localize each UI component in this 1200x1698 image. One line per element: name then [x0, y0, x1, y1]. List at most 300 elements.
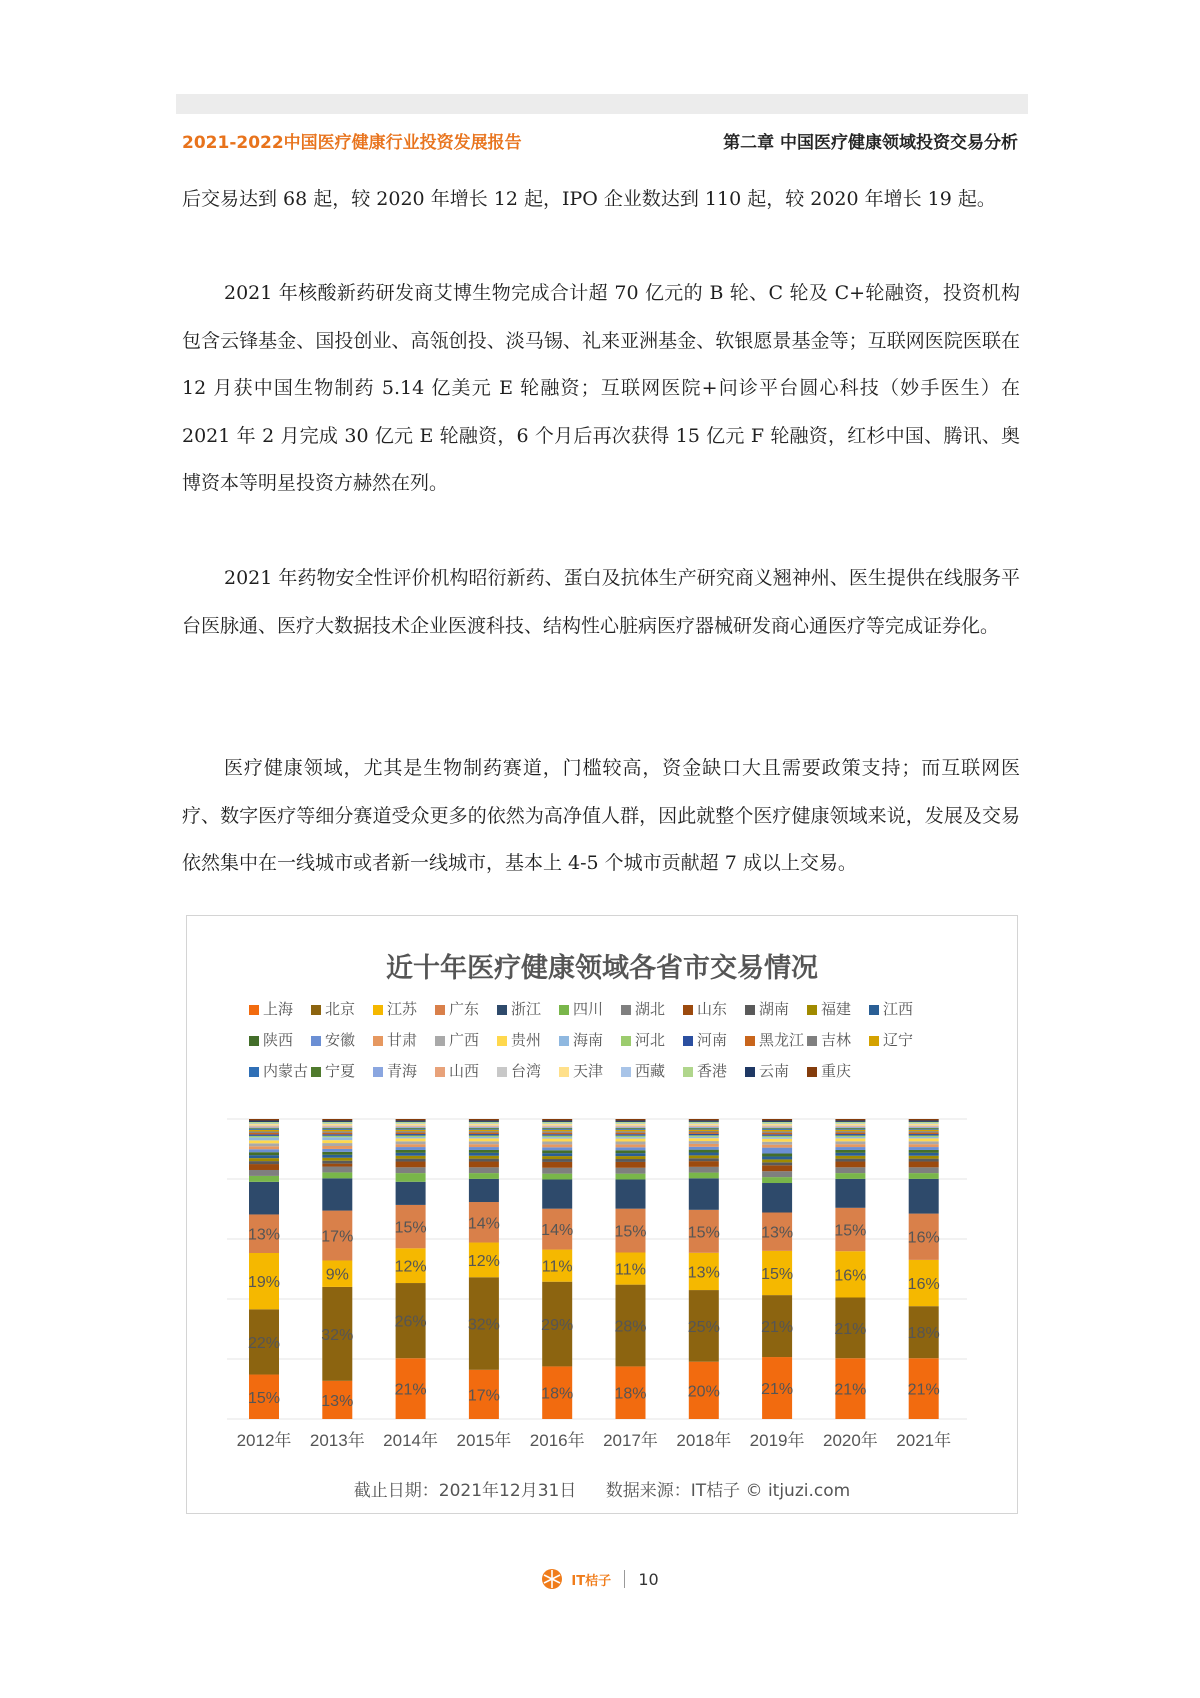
data-label: 14% — [541, 1222, 574, 1240]
bar-segment — [909, 1120, 939, 1121]
bar-segment — [322, 1172, 352, 1178]
data-label: 9% — [325, 1266, 349, 1284]
legend-label: 宁夏 — [325, 1062, 356, 1080]
bar-segment — [396, 1147, 426, 1150]
bar-segment — [909, 1153, 939, 1156]
bar-segment — [689, 1129, 719, 1130]
chart-date-note: 截止日期：2021年12月31日 — [353, 1481, 577, 1501]
bar-segment — [469, 1129, 499, 1130]
bar-segment — [762, 1134, 792, 1135]
bar-segment — [322, 1120, 352, 1121]
bar-segment — [396, 1122, 426, 1123]
bar-segment — [249, 1137, 279, 1140]
bar-segment — [835, 1162, 865, 1168]
bar-segment — [689, 1150, 719, 1153]
bar-segment — [835, 1144, 865, 1147]
legend-label: 江苏 — [387, 1000, 418, 1018]
bar-segment — [616, 1124, 646, 1125]
bar-segment — [396, 1124, 426, 1125]
bar-segment — [249, 1134, 279, 1135]
bar-segment — [542, 1137, 572, 1138]
bar-segment — [835, 1135, 865, 1136]
bar-segment — [322, 1127, 352, 1128]
itjuzi-logo-icon — [541, 1568, 563, 1590]
chart-container — [186, 915, 1018, 1514]
bar-segment — [469, 1167, 499, 1173]
bar-segment — [835, 1141, 865, 1144]
bar-segment — [249, 1146, 279, 1149]
bar-segment — [689, 1120, 719, 1121]
bar-segment — [689, 1173, 719, 1179]
bar-segment — [835, 1156, 865, 1159]
footer-divider — [624, 1570, 625, 1588]
bar-segment — [909, 1156, 939, 1159]
bar-segment — [835, 1147, 865, 1150]
bar-segment — [835, 1134, 865, 1135]
data-label: 15% — [761, 1265, 794, 1283]
bar-segment — [396, 1129, 426, 1130]
bar-segment — [835, 1153, 865, 1156]
bar-segment — [249, 1123, 279, 1124]
bar-segment — [909, 1138, 939, 1141]
bar-segment — [249, 1140, 279, 1143]
bar-segment — [762, 1130, 792, 1131]
bar-segment — [469, 1159, 499, 1162]
bar-segment — [689, 1141, 719, 1144]
paragraph-1: 后交易达到 68 起，较 2020 年增长 12 起，IPO 企业数达到 110 起，较 2020 年增长 19 起。 — [182, 188, 996, 210]
data-label: 19% — [247, 1274, 281, 1292]
bar-segment — [689, 1131, 719, 1132]
legend-label: 云南 — [759, 1062, 790, 1080]
bar-segment — [909, 1128, 939, 1129]
bar-segment — [616, 1127, 646, 1128]
report-title: 2021-2022中国医疗健康行业投资发展报告 — [182, 133, 522, 153]
legend-label: 四川 — [573, 1000, 604, 1018]
bar-segment — [469, 1173, 499, 1179]
bar-segment — [396, 1141, 426, 1144]
bar-segment — [542, 1144, 572, 1147]
bar-segment — [909, 1122, 939, 1123]
bar-segment — [542, 1128, 572, 1129]
data-label: 29% — [541, 1317, 574, 1335]
bar-segment — [322, 1133, 352, 1134]
bar-segment — [249, 1130, 279, 1131]
bar-segment — [249, 1136, 279, 1137]
bar-segment — [542, 1120, 572, 1121]
bar-segment — [396, 1128, 426, 1129]
bar-segment — [689, 1130, 719, 1131]
bar-segment — [689, 1124, 719, 1125]
header-bar — [176, 94, 1028, 114]
data-label: 12% — [467, 1252, 500, 1270]
bar-segment — [909, 1130, 939, 1131]
legend-label: 山西 — [449, 1062, 480, 1080]
data-label: 12% — [394, 1258, 427, 1276]
bar-segment — [909, 1141, 939, 1144]
x-tick-label: 2014年 — [383, 1431, 439, 1450]
page-number: 10 — [638, 1569, 659, 1589]
legend-label: 西藏 — [635, 1062, 666, 1080]
bar-segment — [322, 1167, 352, 1173]
bar-segment — [542, 1162, 572, 1168]
bar-segment — [835, 1119, 865, 1120]
bar-segment — [909, 1124, 939, 1125]
bar-segment — [616, 1174, 646, 1180]
bar-segment — [762, 1133, 792, 1134]
legend-label: 贵州 — [511, 1031, 542, 1049]
x-tick-label: 2021年 — [896, 1431, 952, 1450]
data-label: 17% — [467, 1387, 500, 1405]
x-tick-label: 2020年 — [822, 1431, 878, 1450]
data-label: 15% — [247, 1389, 281, 1407]
bar-segment — [835, 1130, 865, 1131]
bar-segment — [689, 1161, 719, 1167]
bar-segment — [469, 1153, 499, 1156]
bar-segment — [689, 1135, 719, 1136]
bar-segment — [469, 1128, 499, 1129]
bar-segment — [469, 1123, 499, 1124]
bar-segment — [835, 1128, 865, 1129]
bar-segment — [616, 1134, 646, 1135]
bar-segment — [762, 1119, 792, 1120]
bar-segment — [542, 1124, 572, 1125]
bar-segment — [762, 1162, 792, 1165]
data-label: 15% — [834, 1222, 867, 1240]
bar-segment — [762, 1137, 792, 1138]
bar-segment — [909, 1144, 939, 1147]
bar-segment — [322, 1134, 352, 1135]
bar-segment — [322, 1124, 352, 1125]
bar-segment — [469, 1127, 499, 1128]
bar-segment — [469, 1131, 499, 1132]
legend-label: 陕西 — [263, 1031, 294, 1049]
bar-segment — [542, 1133, 572, 1134]
paragraph-4: 医疗健康领域，尤其是生物制药赛道，门槛较高，资金缺口大且需要政策支持；而互联网医疗、数字医疗等细分赛道受众更多的依然为高净值人群，因此就整个医疗健康领域来说，发展及交易依然集中在一线城市或者新一线城市，基本上 4-5 个城市贡献超 7 成以上交易。 — [182, 757, 1020, 874]
bar-segment — [762, 1127, 792, 1128]
bar-segment — [689, 1153, 719, 1156]
bar-segment — [762, 1171, 792, 1177]
bar-segment — [762, 1148, 792, 1154]
bar-segment — [542, 1131, 572, 1132]
bar-segment — [909, 1179, 939, 1214]
bar-segment — [322, 1146, 352, 1149]
bar-segment — [689, 1178, 719, 1210]
bar-segment — [909, 1173, 939, 1179]
bar-segment — [616, 1156, 646, 1159]
bar-segment — [249, 1131, 279, 1132]
bar-segment — [616, 1131, 646, 1132]
legend-label: 香港 — [697, 1062, 728, 1080]
data-label: 11% — [615, 1261, 646, 1279]
bar-segment — [762, 1124, 792, 1125]
bar-segment — [396, 1153, 426, 1156]
legend-label: 海南 — [573, 1031, 604, 1049]
bar-segment — [835, 1150, 865, 1153]
data-label: 18% — [614, 1385, 647, 1403]
bar-segment — [762, 1136, 792, 1137]
bar-segment — [469, 1137, 499, 1138]
bar-segment — [322, 1137, 352, 1140]
legend-label: 甘肃 — [387, 1031, 418, 1049]
legend-label: 北京 — [325, 1000, 356, 1018]
data-label: 16% — [834, 1267, 867, 1285]
bar-segment — [249, 1133, 279, 1134]
bar-segment — [322, 1126, 352, 1127]
bar-segment — [616, 1133, 646, 1134]
stacked-bar-chart — [187, 916, 1017, 1513]
footer-logo-text: IT桔子 — [571, 1573, 612, 1589]
bar-segment — [249, 1120, 279, 1121]
bar-segment — [249, 1152, 279, 1155]
bar-segment — [909, 1147, 939, 1150]
bar-segment — [835, 1129, 865, 1130]
bar-segment — [396, 1159, 426, 1162]
bar-segment — [396, 1156, 426, 1159]
bar-segment — [396, 1130, 426, 1131]
legend-label: 河北 — [635, 1031, 666, 1049]
data-label: 21% — [834, 1320, 867, 1338]
bar-segment — [835, 1122, 865, 1123]
bar-segment — [762, 1125, 792, 1126]
bar-segment — [542, 1168, 572, 1174]
bar-segment — [542, 1136, 572, 1137]
legend-label: 安徽 — [325, 1031, 356, 1049]
bar-segment — [616, 1139, 646, 1142]
bar-segment — [689, 1132, 719, 1133]
bar-segment — [835, 1123, 865, 1124]
bar-segment — [616, 1144, 646, 1147]
data-label: 25% — [687, 1318, 720, 1336]
x-tick-label: 2017年 — [603, 1431, 658, 1450]
bar-segment — [322, 1119, 352, 1120]
bar-segment — [249, 1143, 279, 1146]
bar-segment — [469, 1162, 499, 1168]
bar-segment — [762, 1128, 792, 1129]
bar-segment — [322, 1152, 352, 1155]
data-label: 21% — [907, 1381, 940, 1399]
bar-segment — [249, 1126, 279, 1127]
bar-segment — [909, 1127, 939, 1128]
bar-segment — [835, 1131, 865, 1132]
bar-segment — [396, 1138, 426, 1141]
bar-segment — [762, 1183, 792, 1212]
data-label: 21% — [761, 1319, 794, 1337]
legend-label: 福建 — [821, 1000, 852, 1018]
bar-segment — [469, 1135, 499, 1136]
data-label: 28% — [614, 1318, 647, 1336]
legend-label: 吉林 — [821, 1031, 852, 1049]
bar-segment — [616, 1125, 646, 1126]
bar-segment — [322, 1136, 352, 1137]
bar-segment — [469, 1122, 499, 1123]
bar-segment — [909, 1150, 939, 1153]
bar-segment — [542, 1127, 572, 1128]
legend-label: 广西 — [449, 1031, 480, 1049]
bar-segment — [469, 1141, 499, 1144]
bar-segment — [249, 1124, 279, 1125]
legend-label: 黑龙江 — [759, 1031, 805, 1049]
data-label: 18% — [907, 1325, 940, 1343]
bar-segment — [762, 1177, 792, 1183]
bar-segment — [396, 1137, 426, 1138]
page-footer — [0, 1568, 1200, 1590]
bar-segment — [322, 1164, 352, 1167]
data-label: 13% — [761, 1224, 794, 1242]
bar-segment — [835, 1125, 865, 1126]
bar-segment — [616, 1153, 646, 1156]
bar-segment — [689, 1155, 719, 1158]
bar-segment — [469, 1125, 499, 1126]
bar-segment — [469, 1133, 499, 1134]
legend-label: 湖北 — [635, 1000, 666, 1018]
bar-segment — [835, 1120, 865, 1121]
bar-segment — [762, 1145, 792, 1148]
bar-segment — [762, 1142, 792, 1145]
bar-segment — [616, 1159, 646, 1162]
bar-segment — [322, 1122, 352, 1123]
bar-segment — [322, 1158, 352, 1161]
bar-segment — [689, 1126, 719, 1127]
bar-segment — [616, 1147, 646, 1150]
bar-segment — [835, 1137, 865, 1138]
bar-segment — [469, 1120, 499, 1121]
chart-source-note: 数据来源：IT桔子 © itjuzi.com — [605, 1481, 851, 1501]
x-tick-label: 2013年 — [309, 1431, 365, 1450]
bar-segment — [396, 1167, 426, 1173]
bar-segment — [396, 1144, 426, 1147]
data-label: 16% — [907, 1229, 940, 1247]
legend-label: 重庆 — [821, 1062, 852, 1080]
bar-segment — [909, 1134, 939, 1135]
bar-segment — [835, 1127, 865, 1128]
bar-segment — [689, 1122, 719, 1123]
data-label: 18% — [541, 1385, 574, 1403]
bar-segment — [542, 1141, 572, 1144]
bar-segment — [616, 1137, 646, 1138]
bar-segment — [689, 1128, 719, 1129]
bar-segment — [689, 1138, 719, 1141]
bar-segment — [616, 1120, 646, 1121]
bar-segment — [249, 1126, 279, 1127]
bar-segment — [322, 1131, 352, 1132]
bar-segment — [762, 1122, 792, 1123]
bar-segment — [396, 1119, 426, 1120]
data-label: 20% — [687, 1383, 720, 1401]
bar-segment — [542, 1174, 572, 1180]
bar-segment — [396, 1150, 426, 1153]
legend-label: 辽宁 — [883, 1031, 914, 1049]
bar-segment — [322, 1128, 352, 1129]
bar-segment — [616, 1168, 646, 1174]
bar-segment — [469, 1124, 499, 1125]
bar-segment — [469, 1138, 499, 1141]
data-label: 14% — [467, 1215, 500, 1233]
bar-segment — [835, 1126, 865, 1127]
bar-segment — [689, 1119, 719, 1120]
bar-segment — [396, 1126, 426, 1127]
bar-segment — [616, 1126, 646, 1127]
bar-segment — [762, 1123, 792, 1124]
bar-segment — [396, 1162, 426, 1168]
bar-segment — [249, 1149, 279, 1152]
bar-segment — [396, 1127, 426, 1128]
bar-segment — [249, 1182, 279, 1215]
bar-segment — [616, 1128, 646, 1129]
bar-segment — [322, 1123, 352, 1124]
bar-segment — [689, 1125, 719, 1126]
bar-segment — [542, 1126, 572, 1127]
data-label: 15% — [687, 1224, 720, 1242]
bar-segment — [542, 1150, 572, 1153]
bar-segment — [396, 1120, 426, 1121]
data-label: 26% — [394, 1313, 427, 1331]
legend-label: 山东 — [697, 1000, 728, 1018]
bar-segment — [689, 1167, 719, 1173]
bar-segment — [396, 1131, 426, 1132]
x-tick-label: 2015年 — [456, 1431, 512, 1450]
bar-segment — [322, 1140, 352, 1143]
data-label: 21% — [761, 1381, 794, 1399]
bar-segment — [689, 1123, 719, 1124]
bar-segment — [542, 1125, 572, 1126]
bar-segment — [396, 1134, 426, 1135]
bar-segment — [249, 1119, 279, 1120]
legend-label: 天津 — [573, 1062, 604, 1080]
bar-segment — [762, 1165, 792, 1171]
bar-segment — [469, 1179, 499, 1202]
bar-segment — [616, 1123, 646, 1124]
bar-segment — [835, 1167, 865, 1173]
bar-segment — [469, 1156, 499, 1159]
bar-segment — [322, 1161, 352, 1164]
bar-segment — [835, 1179, 865, 1208]
bar-segment — [322, 1129, 352, 1130]
bar-segment — [689, 1158, 719, 1161]
chapter-title: 第二章 中国医疗健康领域投资交易分析 — [723, 133, 1018, 153]
bar-segment — [835, 1173, 865, 1179]
legend-label: 河南 — [697, 1031, 728, 1049]
bar-segment — [542, 1130, 572, 1131]
bar-segment — [322, 1178, 352, 1210]
legend-label: 湖南 — [759, 1000, 790, 1018]
bar-segment — [542, 1147, 572, 1150]
bar-segment — [616, 1162, 646, 1168]
bar-segment — [616, 1130, 646, 1131]
data-label: 21% — [834, 1381, 867, 1399]
bar-segment — [542, 1129, 572, 1130]
data-label: 15% — [394, 1219, 427, 1237]
bar-segment — [249, 1128, 279, 1129]
bar-segment — [322, 1143, 352, 1146]
bar-segment — [469, 1126, 499, 1127]
data-label: 11% — [541, 1258, 573, 1276]
bar-segment — [469, 1130, 499, 1131]
bar-segment — [542, 1134, 572, 1135]
bar-segment — [762, 1131, 792, 1132]
bar-segment — [322, 1155, 352, 1158]
bar-segment — [762, 1126, 792, 1127]
bar-segment — [469, 1150, 499, 1153]
bar-segment — [835, 1159, 865, 1162]
bar-segment — [689, 1137, 719, 1138]
bar-segment — [322, 1125, 352, 1126]
bar-segment — [689, 1134, 719, 1135]
bar-segment — [469, 1144, 499, 1147]
x-tick-label: 2018年 — [676, 1431, 732, 1450]
bar-segment — [396, 1133, 426, 1134]
bar-segment — [249, 1176, 279, 1182]
legend-label: 广东 — [449, 1000, 480, 1018]
